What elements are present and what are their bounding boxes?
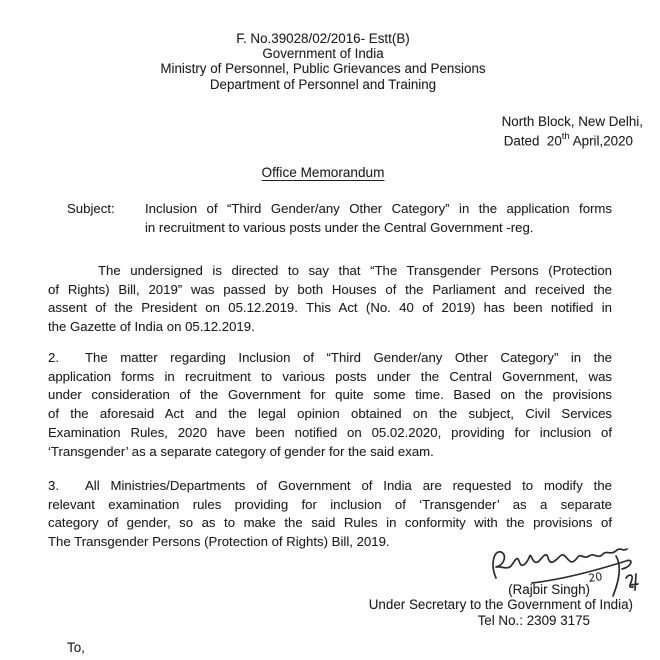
government-line: Government of India [262,46,384,62]
paragraph-2-line: Examination Rules, 2020 have been notified on 05.02.2020, providing for inclusion of [48,424,612,440]
signature-block [369,582,633,628]
paragraph-3-first-line [48,477,612,496]
subject-label: Subject: [67,201,115,216]
paragraph-3-line: category of gender, so as to make the said Rules in conformity with the provisions of [48,515,612,531]
paragraph-1-line: of Rights) Bill, 2019” was passed by both Houses of the Parliament and received the [48,281,612,297]
paragraph-3-line: relevant examination rules providing for inclusion of ‘Transgender’ as a separate [48,496,612,512]
dateline-block [502,114,643,149]
ministry-line: Ministry of Personnel, Public Grievances and Pensions [160,61,486,77]
file-number: F. No.39028/02/2016- Estt(B) [236,31,410,46]
addressee-to-label: To, [67,640,85,655]
paragraph-3-number: 3. [48,478,59,493]
signer-title: Under Secretary to the Government of India) [368,597,633,613]
paragraph-2-first-line [48,349,612,368]
letterhead [0,31,646,92]
paragraph-3-line: The Transgender Persons (Protection of Rights) Bill, 2019. [48,534,390,550]
paragraph-1-line: assent of the President on 05.12.2019. This Act (No. 40 of 2019) has been notified in [48,300,612,316]
paragraph-2 [48,349,612,461]
paragraph-1 [48,262,612,337]
date-ordinal-suffix: th [561,131,570,142]
paragraph-2-number: 2. [48,350,59,365]
paragraph-2-line: application forms in recruitment to various posts under the Central Government, was [48,368,612,384]
paragraph-2-line: under consideration of the Government for quite some time. Based on the provisions [48,387,612,403]
paragraph-2-line: of the aforesaid Act and the legal opinion obtained on the subject, Civil Services [48,406,612,422]
date-prefix: Dated 20 [503,133,562,149]
date-line [502,130,643,149]
place-line: North Block, New Delhi, [501,114,643,129]
signer-telephone: Tel No.: 2309 3175 [477,612,590,628]
paragraph-1-line: the Gazette of India on 05.12.2019. [48,319,255,335]
subject-text [145,199,612,237]
paragraph-3-line: All Ministries/Departments of Government of India are requested to modify the [85,478,612,493]
subject-line-1: Inclusion of “Third Gender/any Other Category” in the application forms [145,201,612,216]
paragraph-2-line: The matter regarding Inclusion of “Third Gender/any Other Category” in the [85,350,612,365]
signature-hand-date-left: 20 [587,570,604,585]
subject-block [67,199,612,237]
date-suffix: April,2020 [569,133,633,149]
subject-line-2: in recruitment to various posts under the Central Government -reg. [145,220,534,235]
department-line: Department of Personnel and Training [209,76,437,92]
paragraph-1-line: The undersigned is directed to say that “The Transgender Persons (Protection [98,263,612,278]
signer-name: (Rajbir Singh) [508,582,590,597]
paragraph-2-line: ‘Transgender’ as a separate category of gender for the said exam. [48,443,434,459]
title-office-memorandum: Office Memorandum [261,165,385,180]
